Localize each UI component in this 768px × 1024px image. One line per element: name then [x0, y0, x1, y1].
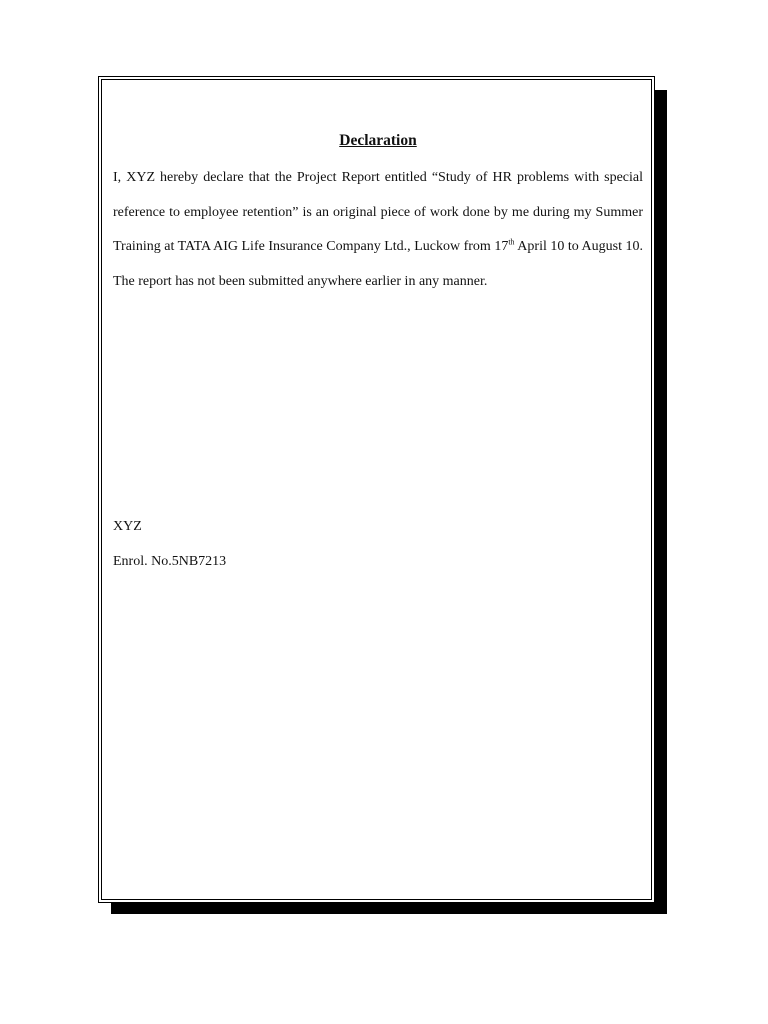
signatory-name: XYZ	[113, 519, 142, 534]
ordinal-suffix: th	[508, 237, 515, 247]
signature-block	[113, 514, 226, 575]
declaration-section	[113, 128, 643, 299]
declaration-body	[113, 161, 643, 299]
declaration-body-text-start: I, XYZ hereby declare that the Project Report entitled “Study of HR problems with special reference to employee retention” is an original piece of work done by me during my Summer Training at TATA AIG Life Insurance Company Ltd., Luckow from 17	[113, 170, 643, 254]
declaration-body-text-end: April 10 to August 10. The report has not been submitted anywhere earlier in any manner.	[113, 239, 643, 289]
declaration-title: Declaration	[339, 132, 417, 149]
enrolment-number: Enrol. No.5NB7213	[113, 554, 227, 569]
